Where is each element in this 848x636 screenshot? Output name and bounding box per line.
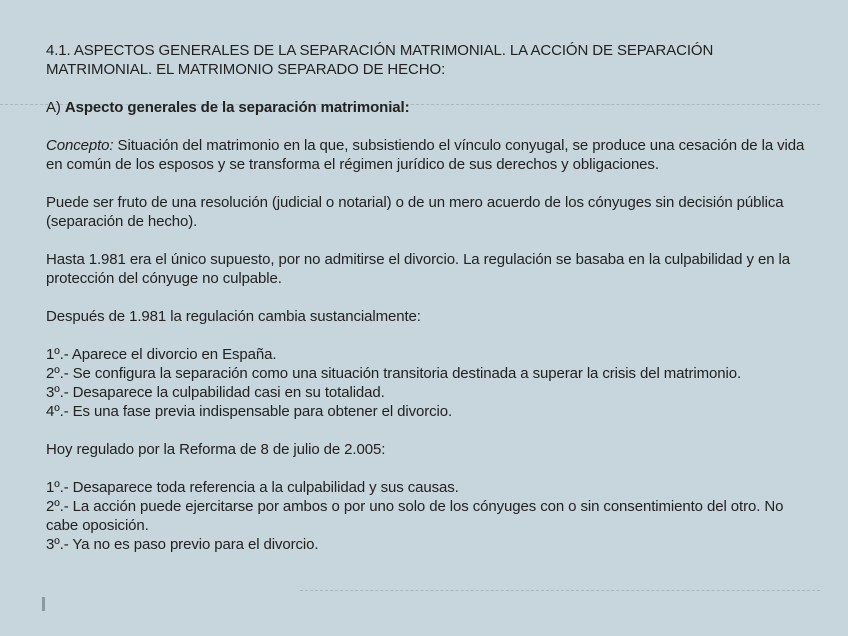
list-item: 2º.- Se configura la separación como una situación transitoria destinada a superar la crisis del matrimonio.	[46, 365, 742, 382]
paragraph-fruto: Puede ser fruto de una resolución (judicial o notarial) o de un mero acuerdo de los cónyuges sin decisión pública (separación de hecho).	[46, 194, 784, 230]
list-item: 1º.- Desaparece toda referencia a la culpabilidad y sus causas.	[46, 479, 459, 496]
concept-paragraph	[46, 136, 806, 174]
slide-content	[46, 41, 806, 554]
text-cursor-marker	[42, 597, 45, 611]
concept-text: Situación del matrimonio en la que, subsistiendo el vínculo conyugal, se produce una cesación de la vida en común de los esposos y se transforma el régimen jurídico de sus derechos y obligaciones.	[46, 137, 805, 173]
concept-label: Concepto:	[46, 137, 114, 154]
section-prefix: A)	[46, 99, 65, 116]
list-item: 2º.- La acción puede ejercitarse por ambos o por uno solo de los cónyuges con o sin consentimiento del otro. No cabe oposición.	[46, 498, 784, 534]
paragraph-1981: Hasta 1.981 era el único supuesto, por no admitirse el divorcio. La regulación se basaba en la culpabilidad y en la protección del cónyuge no culpable.	[46, 251, 790, 287]
after-1981-intro: Después de 1.981 la regulación cambia sustancialmente:	[46, 308, 421, 325]
list-item: 3º.- Desaparece la culpabilidad casi en su totalidad.	[46, 384, 385, 401]
section-heading	[46, 98, 806, 117]
reform-intro: Hoy regulado por la Reforma de 8 de julio de 2.005:	[46, 441, 386, 458]
section-heading-text: Aspecto generales de la separación matrimonial:	[64, 99, 410, 116]
list-item: 1º.- Aparece el divorcio en España.	[46, 346, 277, 363]
dashed-divider-bottom	[300, 590, 820, 591]
list-item: 4º.- Es una fase previa indispensable para obtener el divorcio.	[46, 403, 453, 420]
list-item: 3º.- Ya no es paso previo para el divorcio.	[46, 536, 319, 553]
slide-title: 4.1. ASPECTOS GENERALES DE LA SEPARACIÓN MATRIMONIAL. LA ACCIÓN DE SEPARACIÓN MATRIMONIAL. EL MATRIMONIO SEPARADO DE HECHO:	[46, 42, 714, 78]
